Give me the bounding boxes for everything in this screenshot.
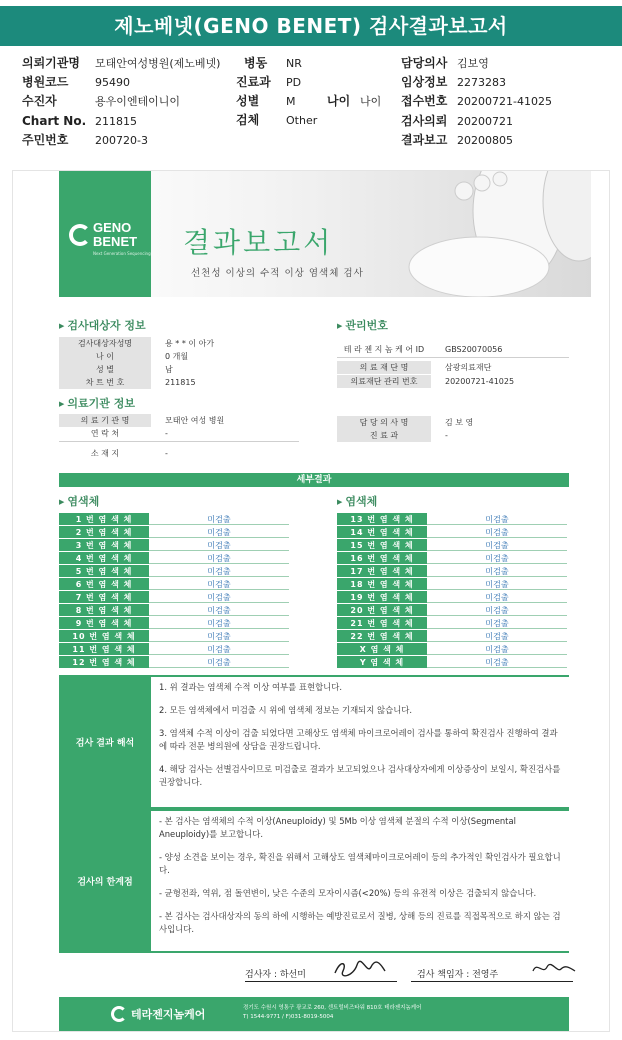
info-label: 차 트 번 호 [59, 376, 151, 389]
header-value: 20200721 [457, 115, 513, 128]
divider [337, 357, 569, 358]
header-key: 수진자 [22, 94, 57, 108]
chromosome-label: 4 번 염 색 체 [59, 552, 149, 564]
chromosome-row [59, 591, 289, 604]
info-value: 남 [165, 365, 173, 374]
chromosome-label: 21 번 염 색 체 [337, 617, 427, 629]
footer-bar [59, 997, 569, 1031]
info-value: 211815 [165, 378, 196, 387]
examiner-signature-label: 검사자 : 하선미 [245, 970, 306, 980]
header-key: 의뢰기관명 [22, 56, 80, 70]
chromosome-label: 7 번 염 색 체 [59, 591, 149, 603]
header-value: 김보영 [457, 57, 489, 70]
chromosome-result: 미검출 [427, 552, 567, 564]
info-row [59, 376, 299, 389]
info-row [59, 337, 299, 350]
info-row [337, 375, 569, 388]
chromosome-label: 13 번 염 색 체 [337, 513, 427, 525]
info-row [59, 350, 299, 363]
chromosome-label: X 염 색 체 [337, 643, 427, 655]
limitations-label [59, 811, 151, 951]
geno-benet-logo [59, 171, 151, 297]
chromosome-row [337, 630, 567, 643]
chromosome-result: 미검출 [149, 604, 289, 616]
header-key: 병동 [244, 56, 268, 70]
chromosome-result: 미검출 [149, 552, 289, 564]
info-label: 의 료 재 단 명 [337, 361, 431, 374]
info-value: 20200721-41025 [445, 377, 515, 386]
section-institution: ▶ 의료기관 정보 [59, 395, 135, 411]
info-row [337, 416, 569, 429]
interpretation-body [159, 677, 563, 799]
header-value: 211815 [95, 115, 137, 128]
chromosome-label: 19 번 염 색 체 [337, 591, 427, 603]
limitation-item: - 본 검사는 검사대상자의 동의 하에 시행하는 예방진료로서 질병, 상해 등의 진료를 직접목적으로 하지 않는 검사입니다. [159, 911, 561, 934]
header-value: NR [286, 57, 302, 70]
company-name: 테라젠지놈케어 [131, 1008, 206, 1021]
chromosome-result: 미검출 [149, 617, 289, 629]
info-value: - [445, 431, 448, 440]
info-label: 연 락 처 [90, 429, 120, 438]
chromosome-row [337, 591, 567, 604]
chromosome-label: 14 번 염 색 체 [337, 526, 427, 538]
header-key: 주민번호 [22, 133, 69, 147]
chromosome-row [337, 539, 567, 552]
limitation-item: - 본 검사는 염색체의 수적 이상(Aneuploidy) 및 5Mb 이상 염색체 분절의 수적 이상(Segmental Aneuploidy)를 보고합니다. [159, 816, 516, 839]
header-key: 담당의사 [401, 56, 448, 70]
info-label: 나 이 [59, 350, 151, 363]
interpretation-item: 4. 해당 검사는 선별검사이므로 미검출로 결과가 보고되었으나 검사대상자에게 이상증상이 보일시, 확진검사를 권장합니다. [159, 764, 561, 787]
logo-text [93, 221, 137, 249]
info-row [59, 427, 299, 440]
header-key: 접수번호 [401, 94, 448, 108]
interpretation-item: 2. 모든 염색체에서 미검출 시 위에 염색체 정보는 기재되지 않습니다. [159, 705, 413, 715]
chromosome-result: 미검출 [427, 591, 567, 603]
examiner-signature [331, 957, 387, 979]
chromosome-row [59, 565, 289, 578]
header-value: 모태안여성병원(제노베넷) [95, 57, 221, 70]
chromosome-row [337, 604, 567, 617]
chromosome-label: 20 번 염 색 체 [337, 604, 427, 616]
header-key: 나이 [327, 94, 351, 108]
banner-title: 결과보고서 [183, 226, 334, 259]
header-value: 95490 [95, 76, 130, 89]
chromosome-result: 미검출 [149, 526, 289, 538]
info-value: 김 보 영 [445, 418, 474, 427]
header-value: PD [286, 76, 302, 89]
chromosome-result: 미검출 [427, 630, 567, 642]
chromosome-label: 5 번 염 색 체 [59, 565, 149, 577]
interpretation-item: 3. 염색체 수적 이상이 검출 되었다면 고해상도 염색체 마이크로어레이 검사를 통하여 확진검사 진행하여 결과에 따라 전문 병의원에 상담을 권장드립니다. [159, 728, 558, 751]
chromosome-row [59, 643, 289, 656]
interpretation-label [59, 677, 151, 807]
chromosome-result: 미검출 [149, 630, 289, 642]
chromosome-label: Y 염 색 체 [337, 656, 427, 668]
info-label: 진 료 과 [337, 429, 431, 442]
chromosome-label: 16 번 염 색 체 [337, 552, 427, 564]
header-mid [236, 54, 394, 134]
chromosome-label: 6 번 염 색 체 [59, 578, 149, 590]
logo-line1: GENO [93, 220, 132, 235]
info-value: 모태안 여성 병원 [165, 416, 225, 425]
header-key: Chart No. [22, 114, 87, 128]
interpretation-section [59, 675, 569, 809]
info-label: 성 별 [59, 363, 151, 376]
company-logo-icon [111, 1006, 127, 1022]
chromosome-row [337, 656, 567, 669]
info-label: 의 료 기 관 명 [59, 414, 151, 427]
info-value: - [165, 429, 168, 438]
report-title: 제노베넷(GENO BENET) 검사결과보고서 [0, 6, 622, 46]
chromosome-label: 11 번 염 색 체 [59, 643, 149, 655]
header-key: 결과보고 [401, 133, 448, 147]
info-label: 소 재 지 [90, 449, 120, 458]
chromosome-row [337, 513, 567, 526]
chromosome-label: 1 번 염 색 체 [59, 513, 149, 525]
chromosome-label: 12 번 염 색 체 [59, 656, 149, 668]
info-row [337, 343, 569, 356]
info-value: 삼광의료재단 [445, 363, 492, 372]
header-key: 검사의뢰 [401, 114, 448, 128]
header-value: 20200805 [457, 134, 513, 147]
info-label: 담 당 의 사 명 [337, 416, 431, 429]
info-value: 용 * * 이 아가 [165, 339, 215, 348]
chromosome-result: 미검출 [149, 656, 289, 668]
logo-line2: BENET [93, 234, 138, 249]
section-management: ▶ 관리번호 [337, 317, 388, 333]
header-value: 200720-3 [95, 134, 148, 147]
interpretation-item: 1. 위 결과는 염색체 수적 이상 여부를 표현합니다. [159, 682, 343, 692]
chromosome-row [337, 565, 567, 578]
examiner-signature-line [245, 981, 397, 982]
chromosome-result: 미검출 [427, 643, 567, 655]
chromosome-result: 미검출 [427, 513, 567, 525]
header-left [22, 54, 242, 154]
company-address [243, 1004, 421, 1022]
header-key: 임상정보 [401, 75, 448, 89]
chromosome-row [59, 617, 289, 630]
chromosome-row [59, 513, 289, 526]
chromosome-row [337, 643, 567, 656]
info-row [59, 447, 299, 460]
info-label: 검사대상자성명 [59, 337, 151, 350]
limitations-section [59, 809, 569, 953]
chromosome-result: 미검출 [427, 526, 567, 538]
banner-subtitle: 선천성 이상의 수적 이상 염색체 검사 [191, 268, 364, 279]
chromosome-label: 9 번 염 색 체 [59, 617, 149, 629]
chromosome-row [59, 630, 289, 643]
chromosome-result: 미검출 [427, 604, 567, 616]
header-key: 병원코드 [22, 75, 69, 89]
limitations-body [159, 811, 563, 946]
info-row [59, 414, 299, 427]
chromosome-row [59, 552, 289, 565]
chromosome-row [337, 552, 567, 565]
info-label: 테 라 젠 지 놈 케 어 ID [343, 345, 425, 354]
header-value: 20200721-41025 [457, 95, 552, 108]
section-chromosome-right: ▶ 염색체 [337, 493, 377, 509]
section-chromosome-left: ▶ 염색체 [59, 493, 99, 509]
chromosome-label: 18 번 염 색 체 [337, 578, 427, 590]
chromosome-result: 미검출 [149, 513, 289, 525]
header-key: 진료과 [236, 75, 271, 89]
limitations-label-text: 검사의 한계점 [77, 877, 133, 888]
header-key: 성별 [236, 94, 260, 108]
chromosome-label: 8 번 염 색 체 [59, 604, 149, 616]
chromosome-row [59, 539, 289, 552]
chromosome-result: 미검출 [149, 565, 289, 577]
info-value: GBS20070056 [445, 345, 503, 354]
address-line: 경기도 수원시 영통구 광교로 260, 센트럴비즈타워 810호 테라젠지놈케어 [243, 1005, 422, 1011]
chromosome-row [59, 656, 289, 669]
chromosome-label: 22 번 염 색 체 [337, 630, 427, 642]
limitation-item: - 균형전좌, 역위, 점 돌연변이, 낮은 수준의 모자이시즘(<20%) 등의 유전적 이상은 검출되지 않습니다. [159, 888, 537, 898]
contact-line: T) 1544-9771 / F)031-8019-5004 [243, 1014, 334, 1020]
chromosome-result: 미검출 [427, 578, 567, 590]
header-value: Other [286, 114, 318, 127]
chromosome-result: 미검출 [149, 643, 289, 655]
logo-g-icon [69, 224, 91, 246]
chromosome-result: 미검출 [149, 591, 289, 603]
chromosome-row [337, 526, 567, 539]
chromosome-label: 15 번 염 색 체 [337, 539, 427, 551]
info-row [337, 361, 569, 374]
chromosome-result: 미검출 [427, 656, 567, 668]
logo-subtext: Next Generation Sequencing [93, 251, 151, 256]
detail-result-bar: 세부결과 [59, 473, 569, 487]
supervisor-signature-label: 검사 책임자 : 전영주 [417, 970, 499, 980]
header-right [401, 54, 611, 154]
limitation-item: - 양성 소견을 보이는 경우, 확진을 위해서 고해상도 염색체마이크로어레이 등의 추가적인 확인검사가 필요합니다. [159, 852, 561, 875]
chromosome-row [337, 617, 567, 630]
chromosome-row [59, 604, 289, 617]
chromosome-label: 3 번 염 색 체 [59, 539, 149, 551]
supervisor-signature [529, 959, 577, 977]
info-value: 0 개월 [165, 352, 189, 361]
chromosome-label: 10 번 염 색 체 [59, 630, 149, 642]
report-sheet [12, 170, 610, 1032]
info-row [59, 363, 299, 376]
info-label: 의료재단 관리 번호 [337, 375, 431, 388]
chromosome-row [59, 526, 289, 539]
header-value: M [286, 95, 296, 108]
chromosome-result: 미검출 [427, 539, 567, 551]
chromosome-label: 17 번 염 색 체 [337, 565, 427, 577]
chromosome-result: 미검출 [427, 565, 567, 577]
info-value: - [165, 449, 168, 458]
info-row [337, 429, 569, 442]
chromosome-row [337, 578, 567, 591]
chromosome-result: 미검출 [149, 578, 289, 590]
divider [59, 441, 299, 442]
header-value: 용우이엔테이니이 [95, 95, 181, 108]
supervisor-signature-line [411, 981, 573, 982]
header-value: 2273283 [457, 76, 506, 89]
chromosome-label: 2 번 염 색 체 [59, 526, 149, 538]
chromosome-result: 미검출 [427, 617, 567, 629]
section-subject: ▶ 검사대상자 정보 [59, 317, 146, 333]
report-banner [59, 171, 591, 297]
interpretation-label-text: 검사 결과 해석 [75, 738, 135, 749]
chromosome-result: 미검출 [149, 539, 289, 551]
chromosome-row [59, 578, 289, 591]
header-value: 나이 [360, 95, 382, 108]
header-key: 검체 [236, 113, 260, 127]
